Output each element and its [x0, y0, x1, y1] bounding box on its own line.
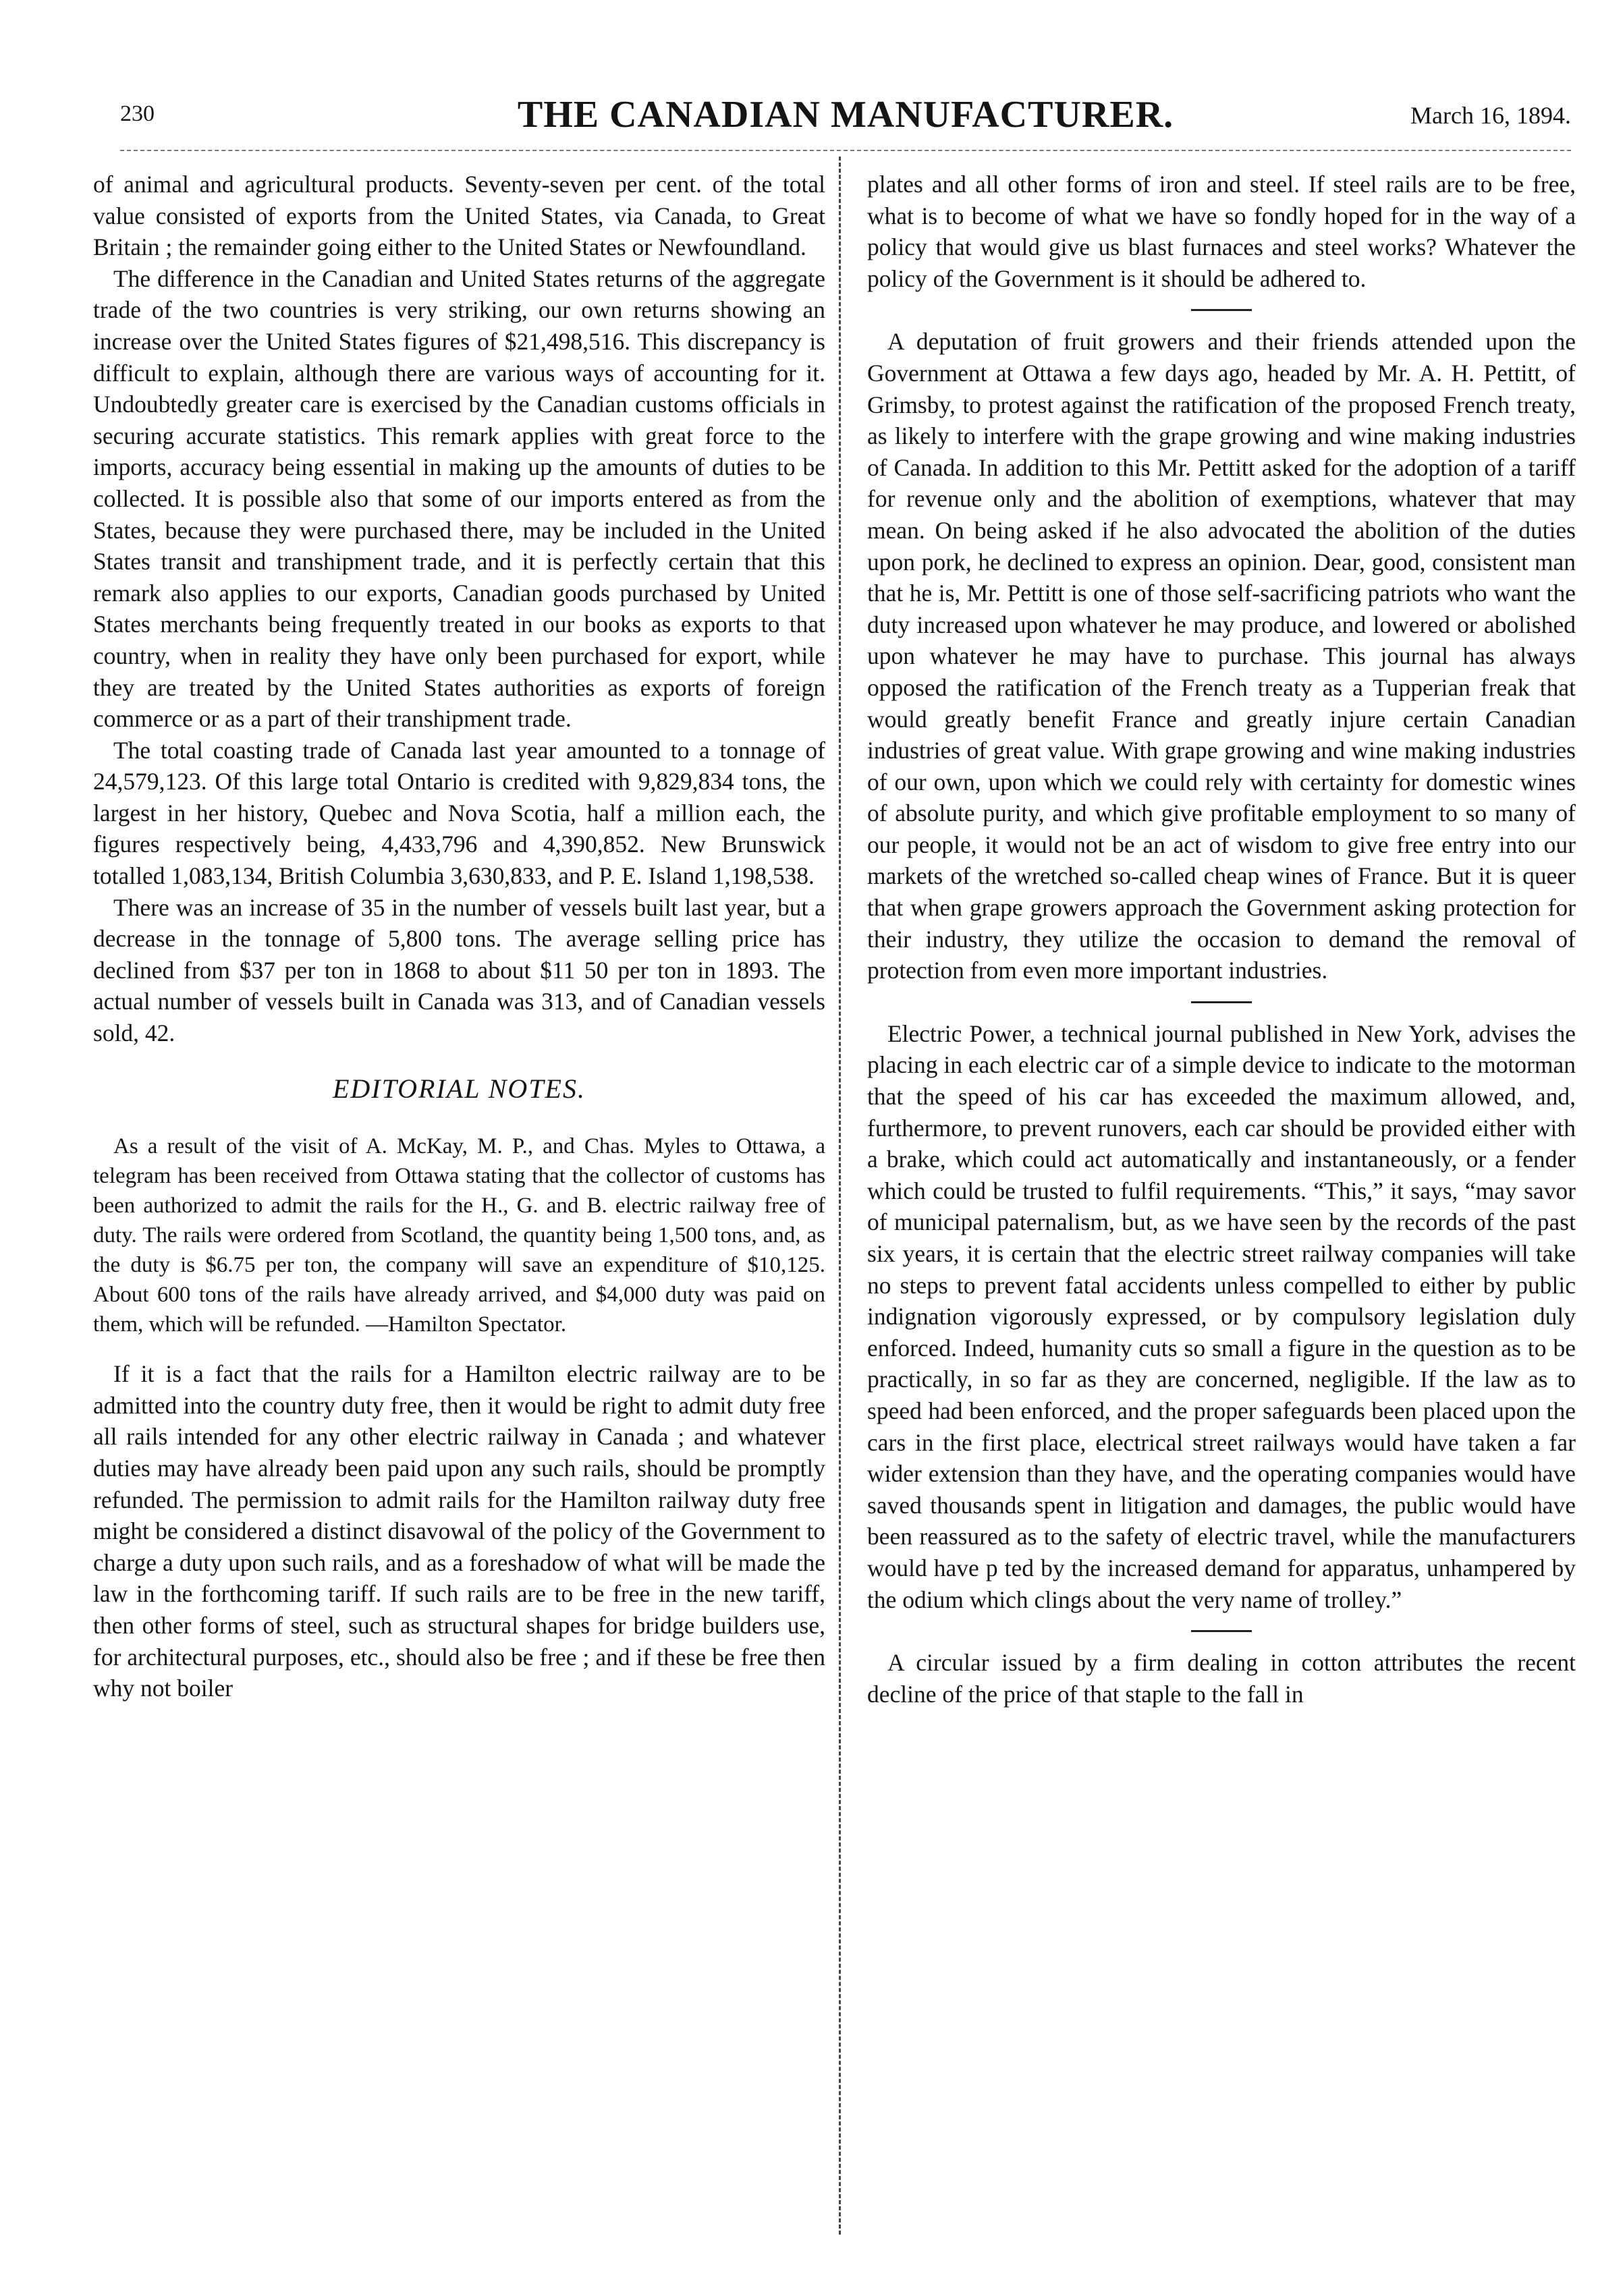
- article-paragraph: There was an increase of 35 in the number of vessels built last year, but a decrease in the tonnage of 5,800 tons. The average selling price has declined from $37 per ton in 1868 to about $11 50 per ton in 1893. The actual number of vessels built in Canada was 313, and of Canadian vessels sold, 42.: [93, 893, 825, 1047]
- right-column: [867, 169, 1576, 1710]
- article-paragraph: A deputation of fruit growers and their friends attended upon the Government at Ottawa a few days ago, headed by Mr. A. H. Pettitt, of Grimsby, to protest against the ratification of the proposed French treaty, as likely to interfere with the grape growing and wine making industries of Canada. In addition to this Mr. Pettitt asked for the adoption of a tariff for revenue only and the abolition of exemptions, whatever that may mean. On being asked if he also advocated the abolition of the duties upon pork, he declined to express an opinion. Dear, good, consistent man that he is, Mr. Pettitt is one of those self-sacrificing patriots who want the duty increased upon whatever he may produce, and lowered or abolished upon whatever he may have to purchase. This journal has always opposed the ratification of the French treaty as a Tupperian freak that would greatly benefit France and greatly injure certain Canadian industries of great value. With grape growing and wine making industries of our own, upon which we could rely with certainty for domestic wines of absolute purity, and which give profitable employment to so many of our people, it would not be an act of wisdom to give free entry into our markets of the wretched so-called cheap wines of France. But it is queer that when grape growers approach the Government asking protection for their industry, they utilize the occasion to demand the removal of protection from even more important industries.: [867, 328, 1576, 984]
- article-paragraph: The total coasting trade of Canada last year amounted to a tonnage of 24,579,123. Of this large total Ontario is credited with 9,829,834 tons, the largest in her history, Quebec and Nova Scotia, half a million each, the figures respectively being, 4,433,796 and 4,390,852. New Brunswick totalled 1,083,134, British Columbia 3,630,833, and P. E. Island 1,198,538.: [93, 736, 825, 890]
- editorial-note: As a result of the visit of A. McKay, M. P., and Chas. Myles to Ottawa, a telegram has been received from Ottawa stating that the collector of customs has been authorized to admit the rails for the H., G. and B. electric railway free of duty. The rails were ordered from Scotland, the quantity being 1,500 tons, and, as the duty is $6.75 per ton, the company will save an expenditure of $10,125. About 600 tons of the rails have already arrived, and $4,000 duty was paid on them, which will be refunded. —Hamilton Spectator.: [93, 1134, 825, 1337]
- article-separator: [1191, 1001, 1252, 1003]
- issue-date: March 16, 1894.: [1410, 102, 1571, 129]
- article-separator: [1191, 309, 1252, 311]
- section-heading: EDITORIAL NOTES.: [332, 1073, 586, 1104]
- article-separator: [1191, 1630, 1252, 1632]
- journal-title: THE CANADIAN MANUFACTURER.: [517, 94, 1174, 136]
- article-paragraph: of animal and agricultural products. Seventy-seven per cent. of the total value consisted of exports from the United States, via Canada, to Great Britain ; the remainder going either to the United States or Newfoundland.: [93, 171, 825, 261]
- left-column: [93, 169, 825, 1704]
- spacer: [93, 1339, 825, 1358]
- article-paragraph: Electric Power, a technical journal published in New York, advises the placing in each electric car of a simple device to indicate to the motorman that the speed of his car has exceeded the maximum allowed, and, furthermore, to prevent runovers, each car should be provided either with a brake, which could act automatically and instantaneously, or a fender which could be trusted to fulfil requirements. “This,” it says, “may savor of municipal paternalism, but, as we have seen by the records of the past six years, it is certain that the electric street railway companies will take no steps to prevent fatal accidents unless compelled to either by public indignation vigorously expressed, or by compulsory legislation duly enforced. Indeed, humanity cuts so small a figure in the question as to be practically, in so far as they are concerned, negligible. If the law as to speed had been enforced, and the proper safeguards been placed upon the cars in the first place, electrical street railways would have taken a far wider extension than they have, and the operating companies would have saved thousands spent in litigation and damages, the public would have been reassured as to the safety of electric travel, while the manufacturers would have p ted by the increased demand for apparatus, unhampered by the odium which clings about the very name of trolley.”: [867, 1019, 1576, 1613]
- column-divider: [839, 157, 841, 2235]
- article-paragraph: A circular issued by a firm dealing in cotton attributes the recent decline of the price of that staple to the fall in: [867, 1649, 1576, 1708]
- page-number: 230: [120, 101, 155, 126]
- article-paragraph: The difference in the Canadian and United States returns of the aggregate trade of the two countries is very striking, our own returns showing an increase over the United States figures of $21,498,516. This discrepancy is difficult to explain, although there are various ways of accounting for it. Undoubtedly greater care is exercised by the Canadian customs officials in securing accurate statistics. This remark applies with great force to the imports, accuracy being essential in making up the amounts of duties to be collected. It is possible also that some of our imports entered as from the States, because they were purchased there, may be included in the United States transit and transhipment trade, and it is perfectly certain that this remark also applies to our exports, Canadian goods purchased by United States merchants being frequently treated in our books as exports to that country, when in reality they have only been purchased for export, while they are treated by the United States authorities as exports of foreign commerce or as a part of their transhipment trade.: [93, 264, 825, 733]
- page-header: [120, 93, 1571, 140]
- header-rule: [120, 150, 1571, 151]
- article-paragraph: plates and all other forms of iron and steel. If steel rails are to be free, what is to become of what we have so fondly hoped for in the way of a policy that would give us blast furnaces and steel works? Whatever the policy of the Government is it should be adhered to.: [867, 171, 1576, 292]
- editorial-paragraph: If it is a fact that the rails for a Hamilton electric railway are to be admitted into the country duty free, then it would be right to admit duty free all rails intended for any other electric railway in Canada ; and whatever duties may have already been paid upon any such rails, should be promptly refunded. The permission to admit rails for the Hamilton railway duty free might be considered a distinct disavowal of the policy of the Government to charge a duty upon such rails, and as a foreshadow of what will be made the law in the forthcoming tariff. If such rails are to be free in the new tariff, then other forms of steel, such as structural shapes for bridge builders use, for architectural purposes, etc., should also be free ; and if these be free then why not boiler: [93, 1360, 825, 1702]
